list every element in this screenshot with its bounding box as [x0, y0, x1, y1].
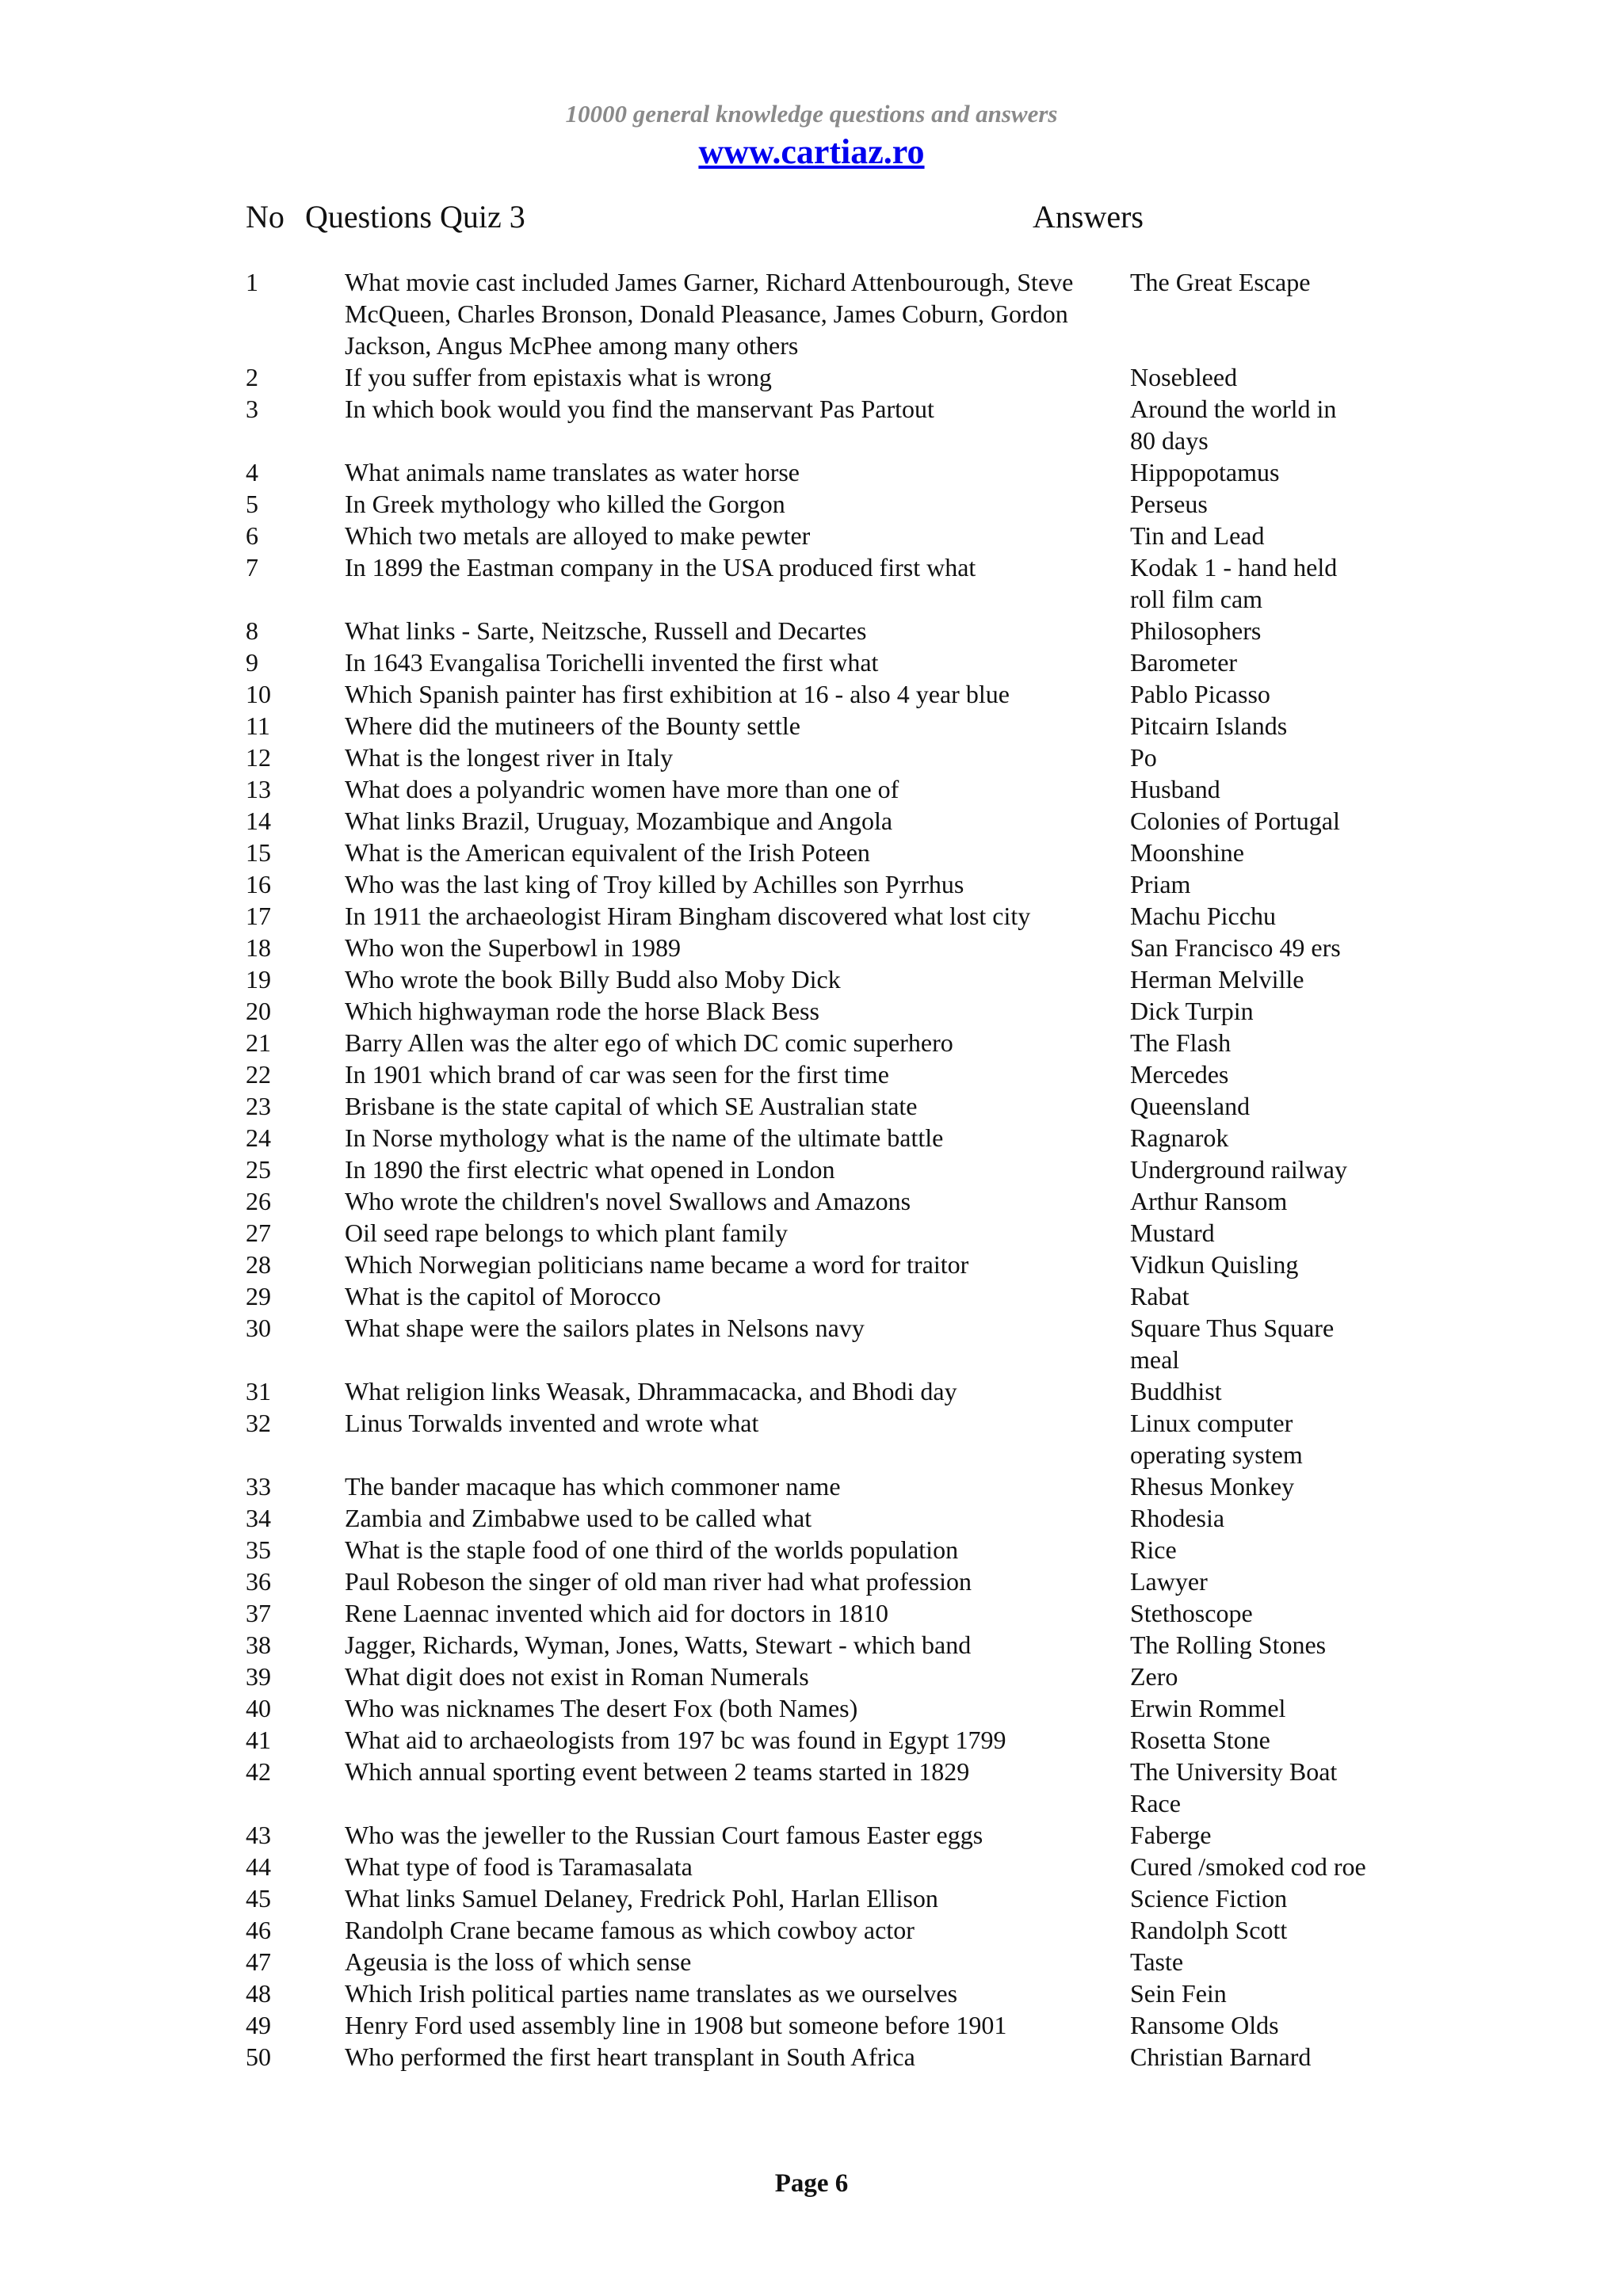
question-number: 3: [246, 395, 258, 423]
header-subtitle: 10000 general knowledge questions and answers: [565, 100, 1058, 128]
answer-text: Erwin Rommel: [1130, 1694, 1286, 1722]
answer-text: Stethoscope: [1130, 1599, 1253, 1627]
answer-text: Po: [1130, 743, 1157, 772]
question-text: Who was the last king of Troy killed by Achilles son Pyrrhus: [345, 870, 964, 898]
table-row: [246, 1027, 1419, 1058]
table-row: [246, 1566, 1419, 1597]
answer-text: Sein Fein: [1130, 1979, 1227, 2008]
question-number: 12: [246, 743, 271, 772]
table-row: [246, 1661, 1419, 1692]
table-row: [246, 1914, 1419, 1946]
answer-text: Tin and Lead: [1130, 521, 1265, 550]
question-number: 25: [246, 1155, 271, 1184]
question-number: 43: [246, 1821, 271, 1849]
question-text: What is the capitol of Morocco: [345, 1282, 661, 1310]
question-text: Ageusia is the loss of which sense: [345, 1947, 692, 1976]
table-row: [246, 1502, 1419, 1534]
table-row: [246, 1756, 1419, 1819]
answer-text: Rabat: [1130, 1282, 1190, 1310]
question-text: What is the staple food of one third of the worlds population: [345, 1535, 959, 1564]
question-number: 23: [246, 1092, 271, 1120]
table-row: [246, 1185, 1419, 1217]
question-text: Rene Laennac invented which aid for doctors in 1810: [345, 1599, 888, 1627]
question-number: 17: [246, 902, 271, 930]
quiz-table: [246, 266, 1419, 2073]
site-link[interactable]: www.cartiaz.ro: [698, 132, 925, 171]
table-row: [246, 900, 1419, 932]
question-text: Zambia and Zimbabwe used to be called what: [345, 1504, 812, 1532]
answer-text: Dick Turpin: [1130, 997, 1254, 1025]
question-text: In Norse mythology what is the name of the ultimate battle: [345, 1123, 944, 1152]
question-number: 27: [246, 1219, 271, 1247]
table-row: [246, 1946, 1419, 1978]
table-row: [246, 1280, 1419, 1312]
question-text: In 1899 the Eastman company in the USA produced first what: [345, 553, 976, 582]
answer-text: Ransome Olds: [1130, 2011, 1279, 2039]
question-number: 46: [246, 1916, 271, 1944]
answer-text: Cured /smoked cod roe: [1130, 1852, 1366, 1881]
table-row: [246, 646, 1419, 678]
question-number: 35: [246, 1535, 271, 1564]
question-number: 6: [246, 521, 258, 550]
column-header-no: No: [246, 199, 285, 235]
table-row: [246, 1122, 1419, 1154]
question-text: What religion links Weasak, Dhrammacacka, and Bhodi day: [345, 1377, 957, 1405]
question-number: 8: [246, 616, 258, 645]
answer-text: Arthur Ransom: [1130, 1187, 1288, 1215]
table-row: [246, 742, 1419, 773]
table-row: [246, 551, 1419, 615]
question-number: 22: [246, 1060, 271, 1089]
table-row: [246, 2041, 1419, 2073]
question-text: In Greek mythology who killed the Gorgon: [345, 490, 785, 518]
table-row: [246, 773, 1419, 805]
question-number: 44: [246, 1852, 271, 1881]
question-number: 32: [246, 1409, 271, 1437]
table-row: [246, 1090, 1419, 1122]
question-number: 31: [246, 1377, 271, 1405]
question-text: In 1890 the first electric what opened in London: [345, 1155, 835, 1184]
question-text: Who wrote the book Billy Budd also Moby Dick: [345, 965, 841, 994]
table-row: [246, 615, 1419, 646]
table-row: [246, 963, 1419, 995]
column-header-answers: Answers: [1033, 199, 1144, 235]
answer-text: Christian Barnard: [1130, 2042, 1312, 2071]
question-number: 50: [246, 2042, 271, 2071]
question-text: Linus Torwalds invented and wrote what: [345, 1409, 759, 1437]
answer-text: Hippopotamus: [1130, 458, 1280, 486]
question-number: 33: [246, 1472, 271, 1501]
question-text: What digit does not exist in Roman Numerals: [345, 1662, 809, 1691]
answer-text: Vidkun Quisling: [1130, 1250, 1299, 1279]
table-row: [246, 1217, 1419, 1249]
question-text: What animals name translates as water horse: [345, 458, 800, 486]
table-row: [246, 710, 1419, 742]
answer-text: The Great Escape: [1130, 268, 1311, 296]
answer-text: Buddhist: [1130, 1377, 1222, 1405]
question-text: What movie cast included James Garner, Richard Attenbourough, Steve McQueen, Charles Bronson, Donald Pleasance, James Coburn, Gordon Jackson, Angus McPhee among many others: [345, 268, 1074, 360]
answer-text: Colonies of Portugal: [1130, 807, 1340, 835]
question-number: 24: [246, 1123, 271, 1152]
answer-text: Herman Melville: [1130, 965, 1304, 994]
answer-text: Lawyer: [1130, 1567, 1208, 1596]
question-number: 9: [246, 648, 258, 677]
question-text: Jagger, Richards, Wyman, Jones, Watts, Stewart - which band: [345, 1630, 972, 1659]
question-number: 10: [246, 680, 271, 708]
question-text: Paul Robeson the singer of old man river had what profession: [345, 1567, 972, 1596]
question-text: Who performed the first heart transplant in South Africa: [345, 2042, 915, 2071]
question-number: 36: [246, 1567, 271, 1596]
answer-text: Nosebleed: [1130, 363, 1238, 391]
question-text: What links - Sarte, Neitzsche, Russell and Decartes: [345, 616, 867, 645]
table-row: [246, 520, 1419, 551]
answer-text: Mercedes: [1130, 1060, 1229, 1089]
table-row: [246, 361, 1419, 393]
table-row: [246, 488, 1419, 520]
table-row: [246, 1819, 1419, 1851]
question-text: In 1901 which brand of car was seen for the first time: [345, 1060, 889, 1089]
answer-text: The University Boat Race: [1130, 1757, 1338, 1817]
question-number: 26: [246, 1187, 271, 1215]
question-text: What aid to archaeologists from 197 bc was found in Egypt 1799: [345, 1726, 1006, 1754]
question-number: 16: [246, 870, 271, 898]
question-text: What is the American equivalent of the Irish Poteen: [345, 838, 870, 867]
answer-text: Zero: [1130, 1662, 1178, 1691]
answer-text: Philosophers: [1130, 616, 1262, 645]
question-text: Henry Ford used assembly line in 1908 but someone before 1901: [345, 2011, 1007, 2039]
question-text: What shape were the sailors plates in Nelsons navy: [345, 1314, 865, 1342]
answer-text: Machu Picchu: [1130, 902, 1276, 930]
question-text: Who was the jeweller to the Russian Court famous Easter eggs: [345, 1821, 983, 1849]
question-number: 28: [246, 1250, 271, 1279]
table-row: [246, 1851, 1419, 1882]
table-row: [246, 678, 1419, 710]
table-row: [246, 805, 1419, 837]
question-number: 39: [246, 1662, 271, 1691]
question-text: In 1643 Evangalisa Torichelli invented the first what: [345, 648, 879, 677]
table-row: [246, 995, 1419, 1027]
answer-text: Linux computer operating system: [1130, 1409, 1303, 1469]
question-text: Oil seed rape belongs to which plant family: [345, 1219, 788, 1247]
answer-text: Mustard: [1130, 1219, 1215, 1247]
question-number: 13: [246, 775, 271, 803]
question-text: Where did the mutineers of the Bounty settle: [345, 711, 800, 740]
answer-text: Underground railway: [1130, 1155, 1347, 1184]
question-text: Who wrote the children's novel Swallows and Amazons: [345, 1187, 911, 1215]
question-number: 40: [246, 1694, 271, 1722]
page-number: Page 6: [774, 2169, 849, 2198]
question-text: Brisbane is the state capital of which SE Australian state: [345, 1092, 918, 1120]
question-number: 4: [246, 458, 258, 486]
answer-text: Pitcairn Islands: [1130, 711, 1288, 740]
answer-text: The Rolling Stones: [1130, 1630, 1327, 1659]
question-number: 41: [246, 1726, 271, 1754]
question-number: 7: [246, 553, 258, 582]
table-row: [246, 1249, 1419, 1280]
question-text: Barry Allen was the alter ego of which DC comic superhero: [345, 1028, 953, 1057]
question-number: 14: [246, 807, 271, 835]
table-row: [246, 1692, 1419, 1724]
table-row: [246, 1534, 1419, 1566]
table-row: [246, 266, 1419, 361]
question-text: Which highwayman rode the horse Black Bess: [345, 997, 819, 1025]
question-number: 5: [246, 490, 258, 518]
answer-text: Kodak 1 - hand held roll film cam: [1130, 553, 1338, 613]
question-text: In which book would you find the manservant Pas Partout: [345, 395, 934, 423]
answer-text: Science Fiction: [1130, 1884, 1288, 1913]
question-text: Randolph Crane became famous as which cowboy actor: [345, 1916, 915, 1944]
column-header-questions: Questions Quiz 3: [305, 199, 525, 235]
question-number: 19: [246, 965, 271, 994]
question-text: Which two metals are alloyed to make pewter: [345, 521, 811, 550]
question-text: Who won the Superbowl in 1989: [345, 933, 681, 962]
question-number: 37: [246, 1599, 271, 1627]
table-row: [246, 456, 1419, 488]
table-row: [246, 868, 1419, 900]
table-row: [246, 1154, 1419, 1185]
table-row: [246, 2009, 1419, 2041]
answer-text: Barometer: [1130, 648, 1238, 677]
table-row: [246, 1470, 1419, 1502]
question-number: 48: [246, 1979, 271, 2008]
answer-text: Ragnarok: [1130, 1123, 1229, 1152]
question-number: 20: [246, 997, 271, 1025]
table-row: [246, 1058, 1419, 1090]
table-row: [246, 932, 1419, 963]
table-row: [246, 1978, 1419, 2009]
table-row: [246, 837, 1419, 868]
question-text: Which Irish political parties name translates as we ourselves: [345, 1979, 958, 2008]
table-row: [246, 393, 1419, 456]
table-row: [246, 1882, 1419, 1914]
answer-text: Priam: [1130, 870, 1191, 898]
question-number: 47: [246, 1947, 271, 1976]
answer-text: San Francisco 49 ers: [1130, 933, 1341, 962]
question-number: 2: [246, 363, 258, 391]
table-row: [246, 1629, 1419, 1661]
answer-text: Pablo Picasso: [1130, 680, 1270, 708]
question-number: 38: [246, 1630, 271, 1659]
question-text: Which annual sporting event between 2 teams started in 1829: [345, 1757, 970, 1786]
question-number: 18: [246, 933, 271, 962]
answer-text: Queensland: [1130, 1092, 1251, 1120]
question-text: What is the longest river in Italy: [345, 743, 674, 772]
answer-text: Rhodesia: [1130, 1504, 1225, 1532]
question-text: What type of food is Taramasalata: [345, 1852, 693, 1881]
table-row: [246, 1597, 1419, 1629]
question-number: 15: [246, 838, 271, 867]
question-text: What links Brazil, Uruguay, Mozambique and Angola: [345, 807, 893, 835]
question-text: Who was nicknames The desert Fox (both Names): [345, 1694, 858, 1722]
answer-text: Around the world in 80 days: [1130, 395, 1337, 455]
table-row: [246, 1375, 1419, 1407]
question-text: If you suffer from epistaxis what is wrong: [345, 363, 772, 391]
question-number: 21: [246, 1028, 271, 1057]
question-text: What does a polyandric women have more than one of: [345, 775, 899, 803]
answer-text: Rice: [1130, 1535, 1177, 1564]
answer-text: Rhesus Monkey: [1130, 1472, 1295, 1501]
question-number: 30: [246, 1314, 271, 1342]
question-text: Which Norwegian politicians name became a word for traitor: [345, 1250, 969, 1279]
answer-text: Rosetta Stone: [1130, 1726, 1270, 1754]
answer-text: Perseus: [1130, 490, 1208, 518]
question-text: In 1911 the archaeologist Hiram Bingham discovered what lost city: [345, 902, 1031, 930]
answer-text: Square Thus Square meal: [1130, 1314, 1335, 1374]
question-text: What links Samuel Delaney, Fredrick Pohl, Harlan Ellison: [345, 1884, 938, 1913]
question-number: 34: [246, 1504, 271, 1532]
table-row: [246, 1312, 1419, 1375]
answer-text: Moonshine: [1130, 838, 1244, 867]
question-text: The bander macaque has which commoner name: [345, 1472, 841, 1501]
question-number: 49: [246, 2011, 271, 2039]
answer-text: Husband: [1130, 775, 1220, 803]
question-text: Which Spanish painter has first exhibition at 16 - also 4 year blue: [345, 680, 1010, 708]
table-row: [246, 1724, 1419, 1756]
table-row: [246, 1407, 1419, 1470]
answer-text: The Flash: [1130, 1028, 1232, 1057]
question-number: 42: [246, 1757, 271, 1786]
answer-text: Randolph Scott: [1130, 1916, 1288, 1944]
question-number: 1: [246, 268, 258, 296]
question-number: 29: [246, 1282, 271, 1310]
answer-text: Taste: [1130, 1947, 1184, 1976]
question-number: 11: [246, 711, 270, 740]
answer-text: Faberge: [1130, 1821, 1212, 1849]
question-number: 45: [246, 1884, 271, 1913]
